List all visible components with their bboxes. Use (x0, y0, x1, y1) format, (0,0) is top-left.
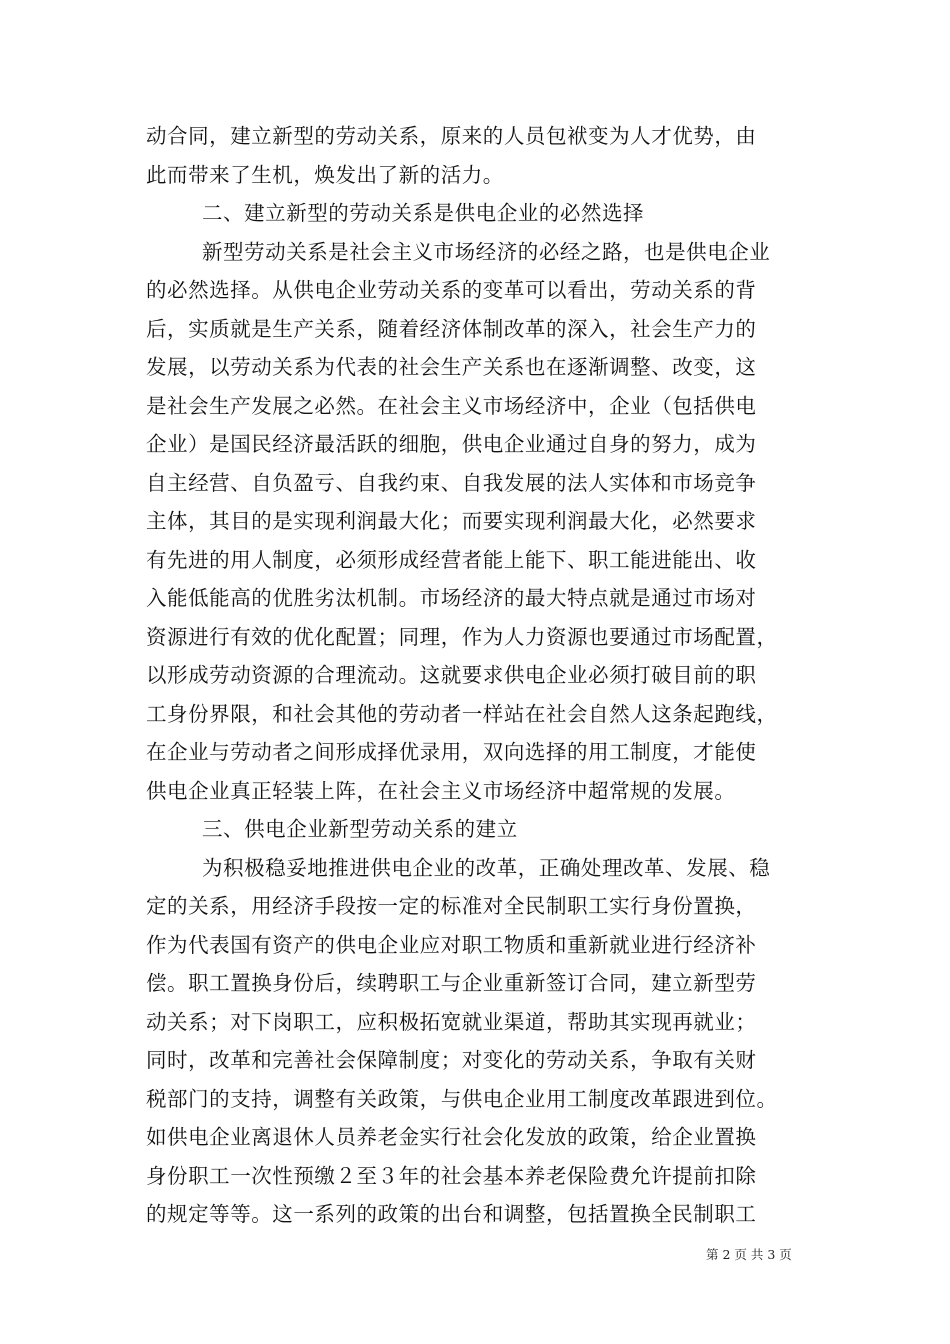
text-line: 定的关系，用经济手段按一定的标准对全民制职工实行身份置换， (146, 894, 757, 918)
document-body (146, 117, 826, 1234)
paragraph-first-line: 二、建立新型的劳动关系是供电企业的必然选择 (202, 201, 645, 225)
text-line: 入能低能高的优胜劣汰机制。市场经济的最大特点就是通过市场对 (146, 586, 757, 610)
text-line: 税部门的支持，调整有关政策，与供电企业用工制度改革跟进到位。 (146, 1086, 778, 1111)
text-line: 资源进行有效的优化配置；同理，作为人力资源也要通过市场配置， (146, 624, 778, 649)
paragraph-first-line: 为积极稳妥地推进供电企业的改革，正确处理改革、发展、稳 (202, 855, 771, 880)
text-line: 主体，其目的是实现利润最大化；而要实现利润最大化，必然要求 (146, 509, 757, 533)
paragraph-first-line: 三、供电企业新型劳动关系的建立 (202, 817, 518, 841)
text-line: 的必然选择。从供电企业劳动关系的变革可以看出，劳动关系的背 (146, 278, 757, 302)
text-line: 以形成劳动资源的合理流动。这就要求供电企业必须打破目前的职 (146, 663, 757, 687)
text-line: 自主经营、自负盈亏、自我约束、自我发展的法人实体和市场竞争 (146, 470, 757, 495)
text-line: 在企业与劳动者之间形成择优录用，双向选择的用工制度，才能使 (146, 740, 757, 764)
text-line: 是社会生产发展之必然。在社会主义市场经济中，企业（包括供电 (146, 393, 757, 418)
text-line: 有先进的用人制度，必须形成经营者能上能下、职工能进能出、收 (146, 547, 757, 572)
text-line: 发展，以劳动关系为代表的社会生产关系也在逐渐调整、改变，这 (146, 355, 757, 379)
text-line: 作为代表国有资产的供电企业应对职工物质和重新就业进行经济补 (146, 932, 757, 957)
text-line: 的规定等等。这一系列的政策的出台和调整，包括置换全民制职工 (146, 1202, 757, 1226)
text-line: 后，实质就是生产关系，随着经济体制改革的深入，社会生产力的 (146, 316, 757, 341)
page-number-footer: 第 2 页 共 3 页 (706, 1247, 792, 1262)
paragraph-first-line: 新型劳动关系是社会主义市场经济的必经之路，也是供电企业 (202, 239, 771, 264)
text-line: 身份职工一次性预缴２至３年的社会基本养老保险费允许提前扣除 (146, 1163, 757, 1188)
text-line: 如供电企业离退休人员养老金实行社会化发放的政策，给企业置换 (146, 1125, 757, 1149)
text-line: 此而带来了生机，焕发出了新的活力。 (146, 162, 504, 187)
text-line: 动合同，建立新型的劳动关系，原来的人员包袱变为人才优势，由 (146, 124, 757, 148)
text-line: 工身份界限，和社会其他的劳动者一样站在社会自然人这条起跑线， (146, 701, 778, 726)
text-line: 供电企业真正轻装上阵，在社会主义市场经济中超常规的发展。 (146, 778, 736, 803)
text-line: 动关系；对下岗职工，应积极拓宽就业渠道，帮助其实现再就业； (146, 1009, 757, 1034)
text-line: 企业）是国民经济最活跃的细胞，供电企业通过自身的努力，成为 (146, 432, 757, 456)
text-line: 同时，改革和完善社会保障制度；对变化的劳动关系，争取有关财 (146, 1048, 757, 1072)
text-line: 偿。职工置换身份后，续聘职工与企业重新签订合同，建立新型劳 (146, 971, 757, 995)
